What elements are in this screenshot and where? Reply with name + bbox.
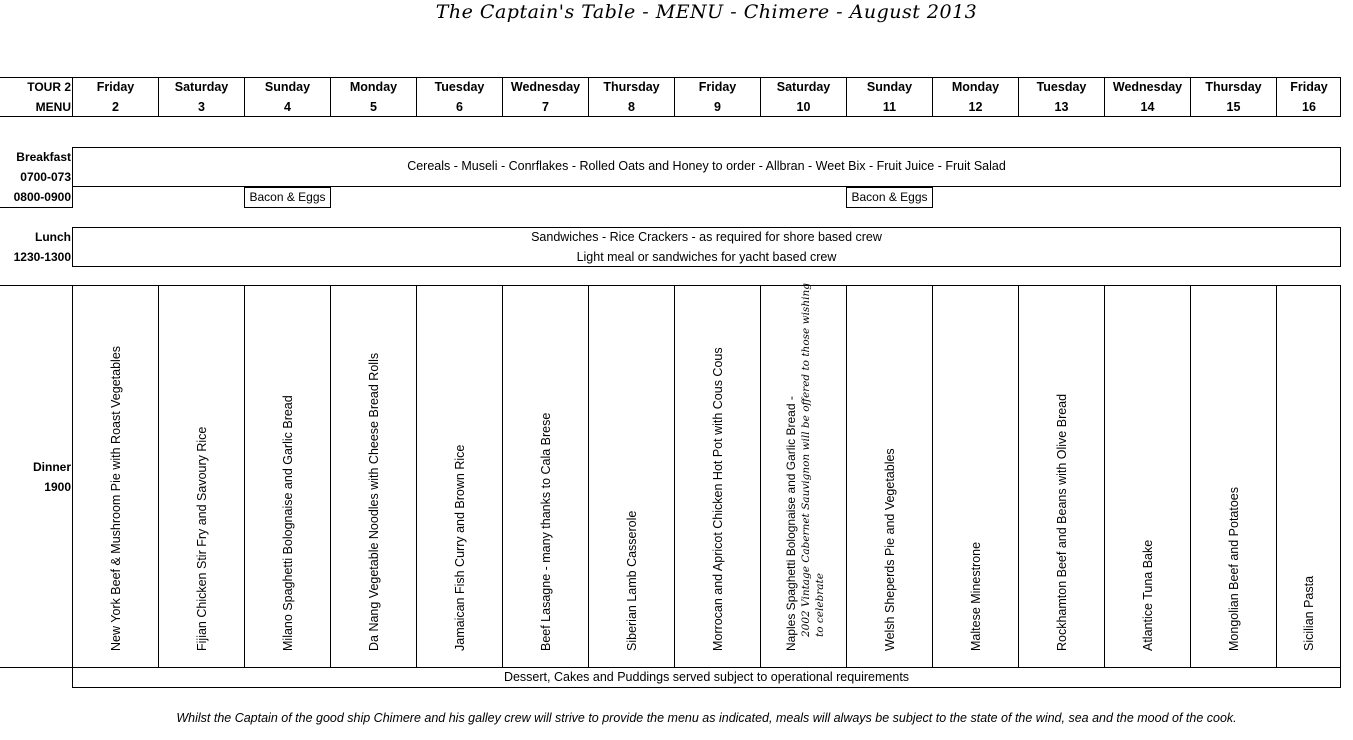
- day-date: 11: [882, 100, 897, 114]
- dinner-dish: Mongolian Beef and Potatoes: [1226, 486, 1241, 651]
- day-name: Monday: [951, 80, 1000, 94]
- dinner-dish-column: [932, 286, 1018, 667]
- day-header: [760, 77, 846, 117]
- dinner-dish-column: [1276, 286, 1341, 667]
- dinner-dish: Da Nang Vegetable Noodles with Cheese Bread Rolls: [366, 352, 381, 651]
- day-date: 2: [112, 100, 119, 114]
- dessert-text: Dessert, Cakes and Puddings served subject to operational requirements: [503, 670, 910, 684]
- dinner-label: [0, 457, 71, 497]
- dinner-dish: Fijian Chicken Stir Fry and Savoury Rice: [194, 426, 209, 651]
- day-name: Sunday: [264, 80, 311, 94]
- day-name: Friday: [1290, 80, 1328, 94]
- day-name: Thursday: [603, 80, 660, 94]
- day-date: 16: [1302, 100, 1316, 114]
- day-header: [72, 77, 158, 117]
- day-header: [1018, 77, 1104, 117]
- dinner-dish: Sicilian Pasta: [1302, 575, 1316, 651]
- lunch-time: 1230-1300: [13, 250, 71, 264]
- dinner-dish: Beef Lasagne - many thanks to Cala Brese: [538, 412, 553, 651]
- dinner-dish: Welsh Sheperds Pie and Vegetables: [882, 448, 897, 651]
- bacon-eggs-sunday-11: Bacon & Eggs: [846, 187, 933, 208]
- lunch-title: Lunch: [35, 230, 71, 244]
- breakfast-label: [0, 147, 71, 187]
- day-date: 3: [198, 100, 205, 114]
- bacon-eggs-sunday-4: Bacon & Eggs: [244, 187, 331, 208]
- day-header: [158, 77, 244, 117]
- dinner-dish: Naples Spaghetti Bolognaise and Garlic Bread -: [784, 396, 798, 651]
- dinner-dish-column: [502, 286, 588, 667]
- day-date: 14: [1140, 100, 1155, 114]
- dinner-dish: Jamaican Fish Curry and Brown Rice: [452, 444, 467, 651]
- lunch-line-2: Light meal or sandwiches for yacht based crew: [576, 250, 837, 264]
- day-date: 10: [796, 100, 811, 114]
- breakfast-time-2-box: [0, 186, 73, 208]
- day-header: [502, 77, 588, 117]
- day-name: Thursday: [1205, 80, 1262, 94]
- breakfast-time-2: 0800-0900: [13, 190, 71, 204]
- day-header: [416, 77, 502, 117]
- day-name: Monday: [349, 80, 398, 94]
- day-header: [846, 77, 932, 117]
- breakfast-time-1: 0700-073: [20, 170, 71, 184]
- dinner-dish-column: [1104, 286, 1190, 667]
- day-header: [1276, 77, 1341, 117]
- day-name: Tuesday: [434, 80, 485, 94]
- dinner-dish-column: [416, 286, 502, 667]
- footer-note: Whilst the Captain of the good ship Chimere and his galley crew will strive to provide the menu as indicated, meals will always be subject to the state of the wind, sea and the mood of the cook.: [176, 711, 1237, 725]
- dinner-dish-column: [588, 286, 674, 667]
- dinner-dish-note: 2002 Vintage Cabernet Sauvignon will be offered to those wishing to celebrate: [800, 283, 826, 637]
- dinner-dish-column: [244, 286, 330, 667]
- day-name: Tuesday: [1036, 80, 1087, 94]
- dinner-dish-column: [846, 286, 932, 667]
- breakfast-text: Cereals - Museli - Conrflakes - Rolled Oats and Honey to order - Allbran - Weet Bix - Fruit Juice - Fruit Salad: [407, 159, 1006, 173]
- day-date: 6: [456, 100, 463, 114]
- day-date: 5: [370, 100, 377, 114]
- dinner-dish-column: [674, 286, 760, 667]
- dinner-dish-column: [330, 286, 416, 667]
- day-header: [330, 77, 416, 117]
- day-header: [932, 77, 1018, 117]
- tour-label-line2: MENU: [35, 100, 71, 114]
- day-date: 8: [628, 100, 635, 114]
- day-date: 4: [284, 100, 291, 114]
- day-name: Saturday: [776, 80, 831, 94]
- day-name: Wednesday: [510, 80, 581, 94]
- day-name: Friday: [698, 80, 737, 94]
- dinner-dish-column: [1018, 286, 1104, 667]
- day-name: Sunday: [866, 80, 913, 94]
- day-date: 7: [542, 100, 549, 114]
- dinner-dish: Milano Spaghetti Bolognaise and Garlic Bread: [280, 395, 295, 651]
- day-header: [1104, 77, 1190, 117]
- day-header: [244, 77, 330, 117]
- lunch-label: [0, 227, 71, 267]
- day-date: 9: [714, 100, 721, 114]
- dinner-dish: Atlantice Tuna Bake: [1140, 539, 1155, 651]
- day-header: [674, 77, 760, 117]
- tour-label-line1: TOUR 2: [27, 80, 71, 94]
- dinner-dish-column: [72, 286, 158, 667]
- dinner-dish: Siberian Lamb Casserole: [624, 510, 639, 651]
- dinner-title: Dinner: [32, 460, 71, 474]
- dinner-dish: Morrocan and Apricot Chicken Hot Pot with Cous Cous: [710, 347, 725, 651]
- dinner-dish: Maltese Minestrone: [968, 541, 983, 651]
- day-header: [588, 77, 674, 117]
- day-name: Wednesday: [1112, 80, 1183, 94]
- day-name: Saturday: [174, 80, 229, 94]
- dinner-dish-column: [760, 283, 846, 667]
- dinner-dish: Rockhamton Beef and Beans with Olive Bread: [1054, 393, 1069, 651]
- tour-label: [0, 77, 71, 117]
- day-date: 13: [1054, 100, 1069, 114]
- day-date: 12: [968, 100, 983, 114]
- dinner-time: 1900: [44, 480, 71, 494]
- dinner-dish-column: [158, 286, 244, 667]
- dinner-dish: New York Beef & Mushroom Pie with Roast Vegetables: [108, 345, 123, 651]
- breakfast-title: Breakfast: [16, 150, 71, 164]
- day-header: [1190, 77, 1276, 117]
- lunch-line-1: Sandwiches - Rice Crackers - as required for shore based crew: [531, 230, 882, 244]
- dinner-dish-column: [1190, 286, 1276, 667]
- day-date: 15: [1226, 100, 1241, 114]
- page-title: The Captain's Table - MENU - Chimere - August 2013: [435, 1, 978, 23]
- day-name: Friday: [96, 80, 135, 94]
